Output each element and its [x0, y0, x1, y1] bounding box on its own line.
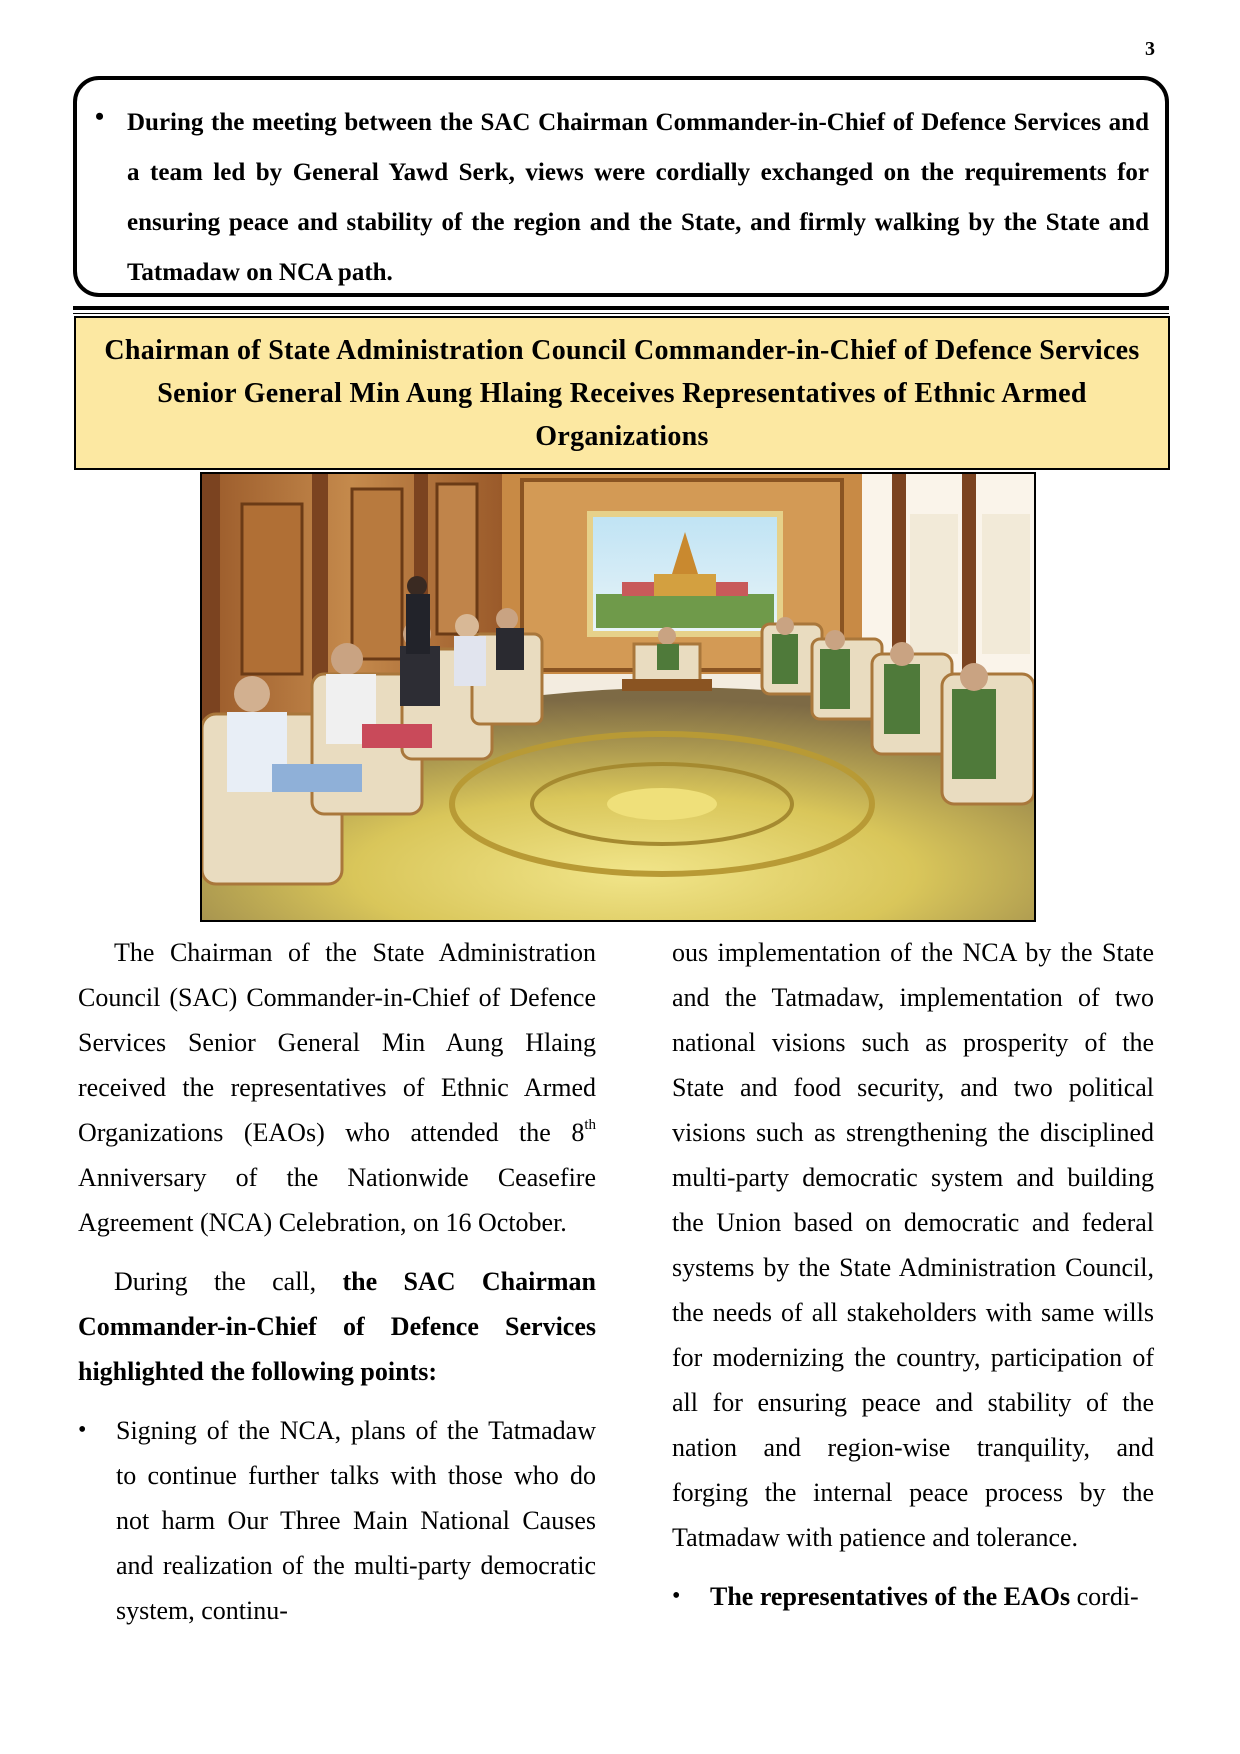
article-paragraph-call: [78, 1259, 596, 1394]
article-column-right: [672, 930, 1154, 1619]
headline-box: [74, 316, 1170, 470]
call-text-lead: During the call,: [114, 1267, 343, 1296]
summary-box: [73, 76, 1169, 297]
bullet-point-2-bold: The representatives of the EAOs: [710, 1582, 1071, 1611]
call-text-bold: the SAC Chairman Commander-in-Chief of Defence Services highlighted the following points:: [78, 1267, 596, 1386]
article-column-left: [78, 930, 596, 1633]
intro-text-part1: The Chairman of the State Administration Council (SAC) Commander-in-Chief of Defence Services Senior General Min Aung Hlaing received the representatives of Ethnic Armed Organizations (EAOs) who attended the 8: [78, 938, 596, 1147]
meeting-photo: [200, 472, 1036, 922]
page-number: 3: [1145, 38, 1155, 60]
divider-thick: [73, 306, 1169, 310]
bullet-dot: •: [78, 1417, 87, 1443]
ordinal-superscript: th: [584, 1117, 596, 1134]
bullet-point-2-text: cordi-: [1070, 1582, 1139, 1611]
intro-text-part2: Anniversary of the Nationwide Ceasefire Agreement (NCA) Celebration, on 16 October.: [78, 1163, 596, 1237]
bullet-point-2: [672, 1574, 1154, 1619]
divider-thin: [73, 313, 1169, 314]
article-paragraph-intro: [78, 930, 596, 1245]
summary-text: During the meeting between the SAC Chairman Commander-in-Chief of Defence Services and a team led by General Yawd Serk, views were cordially exchanged on the requirements for ensuring peace and stability of the region and the State, and firmly walking by the State and Tatmadaw on NCA path.: [127, 109, 1149, 286]
bullet-point-1-text: Signing of the NCA, plans of the Tatmadaw to continue further talks with those who do not harm Our Three Main National Causes and realization of the multi-party democratic system, continu-: [116, 1416, 596, 1625]
summary-bullet: •: [95, 102, 105, 131]
bullet-dot: •: [672, 1583, 681, 1609]
bullet-point-1: [78, 1408, 596, 1633]
headline: Chairman of State Administration Council Commander-in-Chief of Defence Services Senior General Min Aung Hlaing Receives Representatives of Ethnic Armed Organizations: [104, 334, 1140, 452]
article-paragraph-continued: ous implementation of the NCA by the State and the Tatmadaw, implementation of two national visions such as prosperity of the State and food security, and two political visions such as strengthening the disciplined multi-party democratic system and building the Union based on democratic and federal systems by the State Administration Council, the needs of all stakeholders with same wills for modernizing the country, participation of all for ensuring peace and stability of the nation and region-wise tranquility, and forging the internal peace process by the Tatmadaw with patience and tolerance.: [672, 938, 1154, 1552]
